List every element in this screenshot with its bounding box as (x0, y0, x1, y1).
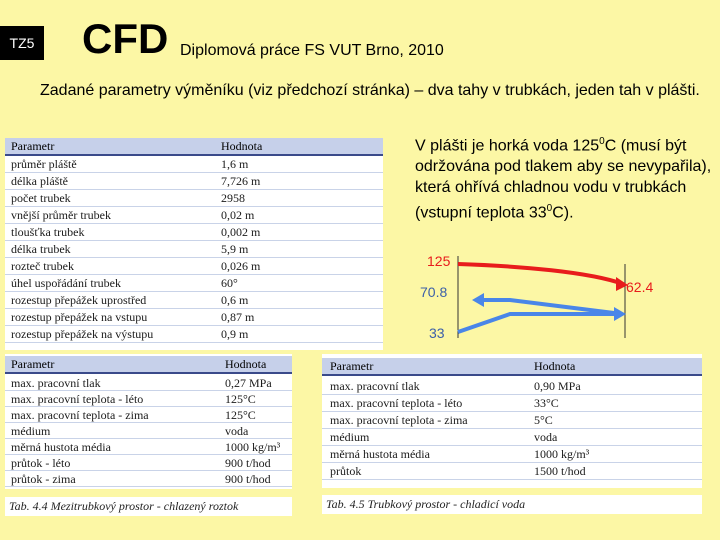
table-row: měrná hustota média 1000 kg/m³ (322, 446, 702, 463)
table-row: počet trubek 2958 (5, 190, 383, 207)
cold-inlet-temp: 33 (429, 325, 445, 341)
table-row: průměr pláště 1,6 m (5, 156, 383, 173)
table-row: médium voda (5, 423, 292, 439)
table-row: max. pracovní teplota - zima 125°C (5, 407, 292, 423)
table-row: průtok - léto 900 t/hod (5, 455, 292, 471)
slide-badge: TZ5 (0, 26, 44, 60)
cold-water-inlet (458, 314, 620, 332)
table-header (5, 356, 292, 374)
hot-water-curve (458, 264, 623, 284)
cold-mid-temp: 70.8 (420, 284, 448, 300)
table-row: průtok - zima 900 t/hod (5, 471, 292, 487)
column-header: Hodnota (225, 357, 267, 371)
table-row: max. pracovní tlak 0,27 MPa (5, 375, 292, 391)
tube-side-table (322, 354, 702, 488)
table-row: rozestup přepážek na výstupu 0,9 m (5, 326, 383, 343)
column-header: Parametr (11, 357, 55, 371)
shell-side-table (5, 354, 292, 489)
table-row: max. pracovní tlak 0,90 MPa (322, 378, 702, 395)
table-header (5, 138, 383, 156)
table-row: max. pracovní teplota - léto 33°C (322, 395, 702, 412)
table-row: délka trubek 5,9 m (5, 241, 383, 258)
column-header: Hodnota (221, 139, 263, 153)
column-header: Parametr (330, 359, 374, 373)
page-subtitle: Diplomová práce FS VUT Brno, 2010 (180, 42, 444, 59)
side-description: V plášti je horká voda $125^0C$ (musí být održována pod tlakem aby se nevypařila), která ohřívá chladnou vodu v trubkách (vstupní teplota $33^0C$). (415, 136, 712, 222)
hot-inlet-temp: 125 (427, 253, 451, 269)
table-row: tloušťka trubek 0,002 m (5, 224, 383, 241)
table-row: rozestup přepážek na vstupu 0,87 m (5, 309, 383, 326)
table-row: měrná hustota média 1000 kg/m³ (5, 439, 292, 455)
table-header (322, 358, 702, 376)
cold-water-return (480, 300, 622, 314)
table-row: rozteč trubek 0,026 m (5, 258, 383, 275)
table-row: vnější průměr trubek 0,02 m (5, 207, 383, 224)
hot-outlet-temp: 62.4 (626, 279, 654, 295)
table-row: max. pracovní teplota - zima 5°C (322, 412, 702, 429)
exchanger-parameters-table (5, 138, 383, 350)
table-row: úhel uspořádání trubek 60° (5, 275, 383, 292)
column-header: Parametr (11, 139, 55, 153)
table-caption: Tab. 4.5 Trubkový prostor - chladicí voda (322, 495, 702, 514)
table-row: délka pláště 7,726 m (5, 173, 383, 190)
intro-text: Zadané parametry výměníku (viz předchozí stránka) – dva tahy v trubkách, jeden tah v plášti. (40, 82, 700, 99)
table-row: médium voda (322, 429, 702, 446)
cold-water-return-arrowhead (472, 293, 484, 307)
column-header: Hodnota (534, 359, 576, 373)
table-caption: Tab. 4.4 Mezitrubkový prostor - chlazený roztok (5, 497, 292, 516)
table-row: max. pracovní teplota - léto 125°C (5, 391, 292, 407)
table-row: rozestup přepážek uprostřed 0,6 m (5, 292, 383, 309)
page-title: CFD (82, 15, 169, 62)
table-row: průtok 1500 t/hod (322, 463, 702, 480)
